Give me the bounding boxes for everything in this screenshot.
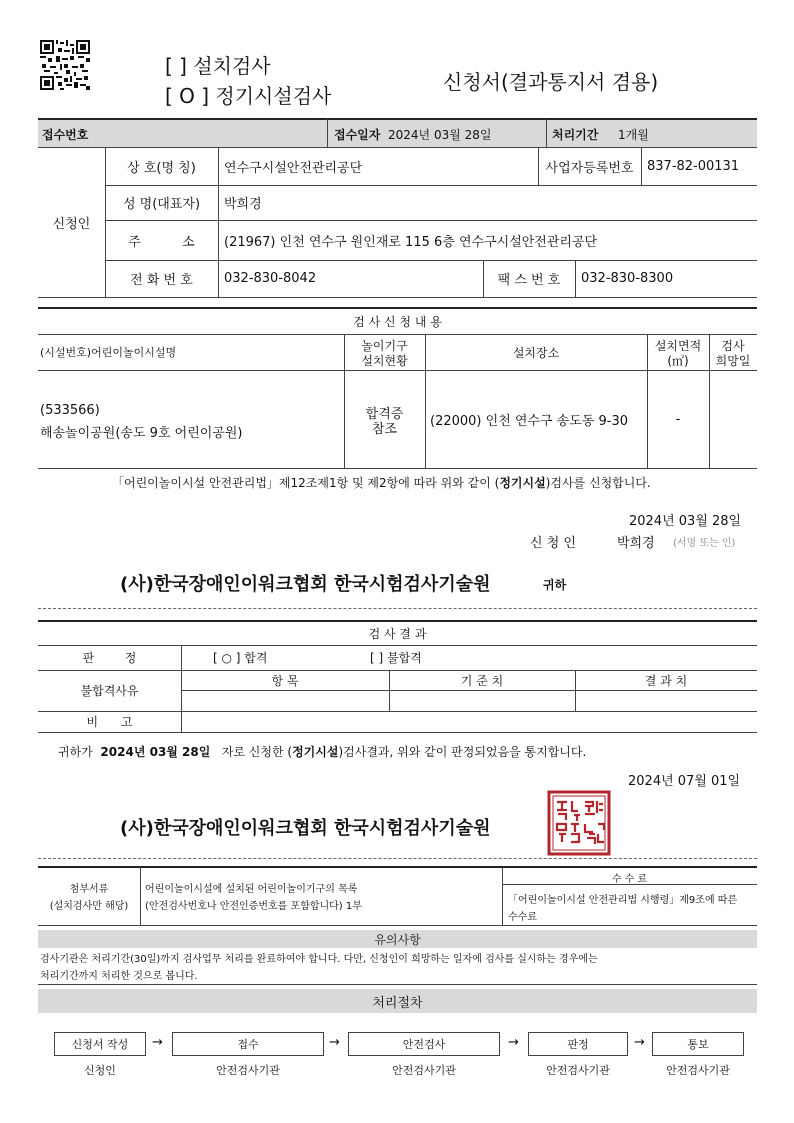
statement-pre: 「어린이놀이시설 안전관리법」제12조제1항 및 제2항에 따라 위와 같이 ( bbox=[112, 476, 500, 490]
attach-desc-a: 어린이놀이시설에 설치된 어린이놀이기구의 목록 bbox=[145, 884, 358, 895]
fax-label: 팩 스 번 호 bbox=[497, 273, 561, 288]
actor-receive: 안전검사기관 bbox=[216, 1064, 280, 1077]
actor-judge: 안전검사기관 bbox=[546, 1064, 610, 1077]
bizno-label: 사업자등록번호 bbox=[545, 161, 634, 176]
notice-post: )검사결과, 위와 같이 판정되었음을 통지합니다. bbox=[338, 745, 587, 759]
receipt-date-value: 2024년 03월 28일 bbox=[388, 128, 492, 142]
arrow-3: → bbox=[508, 1035, 519, 1050]
criteria-col: 기 준 치 bbox=[460, 673, 504, 688]
step-inspect: 안전검사 bbox=[348, 1032, 500, 1056]
fee-desc-b: 수수료 bbox=[508, 912, 537, 923]
receipt-no-label: 접수번호 bbox=[42, 128, 89, 142]
result-section-title: 검 사 결 과 bbox=[368, 626, 427, 641]
notes-line2: 처리기간까지 처리한 것으로 봅니다. bbox=[40, 971, 198, 982]
col-date-a: 검사 bbox=[721, 339, 745, 353]
attach-label-b: (설치검사만 해당) bbox=[49, 901, 129, 912]
equipment-status-b: 참조 bbox=[371, 422, 398, 437]
notice-pre: 귀하가 bbox=[58, 745, 93, 759]
check-periodic: [ O ] 정기시설검사 bbox=[165, 84, 332, 108]
attach-desc-b: (안전검사번호나 안전인증번호를 포함합니다) 1부 bbox=[145, 901, 362, 912]
name-value: 연수구시설안전관리공단 bbox=[224, 161, 363, 176]
notes-title: 유의사항 bbox=[38, 930, 757, 948]
applicant-sign-name: 박희경 bbox=[617, 536, 655, 551]
notice-bold: 정기시설 bbox=[292, 745, 339, 759]
col-date-b: 희망일 bbox=[715, 354, 751, 368]
actor-notify: 안전검사기관 bbox=[666, 1064, 730, 1077]
bizno-value: 837-82-00131 bbox=[647, 159, 740, 174]
equipment-status-a: 합격증 bbox=[365, 407, 404, 422]
tel-label: 전 화 번 호 bbox=[130, 273, 193, 288]
statement-post: )검사를 신청합니다. bbox=[545, 476, 651, 490]
install-area: - bbox=[675, 411, 681, 427]
fail-checkbox: [ ] 불합격 bbox=[370, 651, 422, 665]
col-equipment-a: 놀이기구 bbox=[361, 339, 408, 353]
step-judge: 판정 bbox=[528, 1032, 628, 1056]
applicant-sign-label: 신 청 인 bbox=[530, 536, 576, 551]
install-place: (22000) 인천 연수구 송도동 9-30 bbox=[430, 413, 628, 429]
facility-name: 해송놀이공원(송도 9호 어린이공원) bbox=[40, 426, 243, 441]
fee-desc-a: 「어린이놀이시설 안전관리법 시행령」제9조에 따른 bbox=[508, 895, 738, 906]
issuer: (사)한국장애인이워크협회 한국시험검사기술원 bbox=[120, 818, 491, 839]
desired-date bbox=[709, 370, 757, 468]
step-receive: 접수 bbox=[172, 1032, 324, 1056]
fee-title: 수 수 료 bbox=[611, 874, 648, 885]
request-statement bbox=[112, 474, 651, 491]
notice-date: 2024년 03월 28일 bbox=[100, 745, 211, 759]
pass-checkbox: [ ○ ] 합격 bbox=[213, 651, 268, 665]
reason-label: 불합격사유 bbox=[80, 684, 139, 698]
request-date: 2024년 03월 28일 bbox=[629, 514, 742, 529]
col-facility-name: (시설번호)어린이놀이시설명 bbox=[40, 346, 177, 359]
tel-value: 032-830-8042 bbox=[224, 271, 317, 286]
process-title: 처리절차 bbox=[38, 989, 757, 1013]
page-title: 신청서(결과통지서 겸용) bbox=[443, 70, 659, 94]
addr-value: (21967) 인천 연수구 원인재로 115 6층 연수구시설안전관리공단 bbox=[224, 234, 598, 250]
step-notify: 통보 bbox=[652, 1032, 744, 1056]
rep-label: 성 명(대표자) bbox=[122, 197, 201, 212]
fax-value: 032-830-8300 bbox=[581, 271, 674, 286]
applicant-group-label: 신청인 bbox=[52, 217, 91, 232]
statement-bold: 정기시설 bbox=[499, 476, 546, 490]
result-col: 결 과 치 bbox=[644, 673, 688, 688]
receipt-period-label: 처리기간 bbox=[552, 128, 599, 142]
item-col: 항 목 bbox=[271, 673, 299, 688]
col-place: 설치장소 bbox=[512, 345, 560, 360]
official-seal bbox=[547, 790, 611, 856]
name-label: 상 호(명 칭) bbox=[127, 161, 196, 176]
actor-inspect: 안전검사기관 bbox=[392, 1064, 456, 1077]
receipt-period-value: 1개월 bbox=[618, 128, 649, 142]
judge-label: 판 정 bbox=[82, 651, 137, 665]
step-apply: 신청서 작성 bbox=[54, 1032, 146, 1056]
actor-applicant: 신청인 bbox=[84, 1064, 116, 1077]
qr-code bbox=[40, 40, 90, 90]
sign-note: (서명 또는 인) bbox=[673, 538, 736, 549]
result-notice bbox=[58, 743, 586, 760]
rep-value: 박희경 bbox=[224, 197, 262, 212]
result-date: 2024년 07월 01일 bbox=[628, 774, 741, 789]
addr-label: 주 소 bbox=[128, 234, 195, 250]
col-equipment-b: 설치현황 bbox=[361, 354, 408, 368]
notes-line1: 검사기관은 처리기간(30일)까지 검사업무 처리를 완료하여야 합니다. 다만, 신청인이 희망하는 일자에 검사를 실시하는 경우에는 bbox=[40, 954, 598, 965]
attach-label-a: 첨부서류 bbox=[69, 884, 109, 895]
col-area-b: (㎡) bbox=[667, 354, 689, 368]
check-install: [ ] 설치검사 bbox=[165, 54, 271, 78]
recipient-suffix: 귀하 bbox=[543, 578, 567, 592]
note-label: 비 고 bbox=[86, 715, 133, 729]
receipt-date-label: 접수일자 bbox=[334, 128, 381, 142]
arrow-2: → bbox=[329, 1035, 340, 1050]
recipient: (사)한국장애인이워크협회 한국시험검사기술원 bbox=[120, 574, 491, 595]
notice-mid: 자로 신청한 ( bbox=[221, 745, 293, 759]
request-section-title: 검 사 신 청 내 용 bbox=[353, 314, 442, 329]
arrow-1: → bbox=[152, 1035, 163, 1050]
facility-number: (533566) bbox=[40, 403, 100, 418]
col-area-a: 설치면적 bbox=[654, 339, 702, 353]
arrow-4: → bbox=[634, 1035, 645, 1050]
